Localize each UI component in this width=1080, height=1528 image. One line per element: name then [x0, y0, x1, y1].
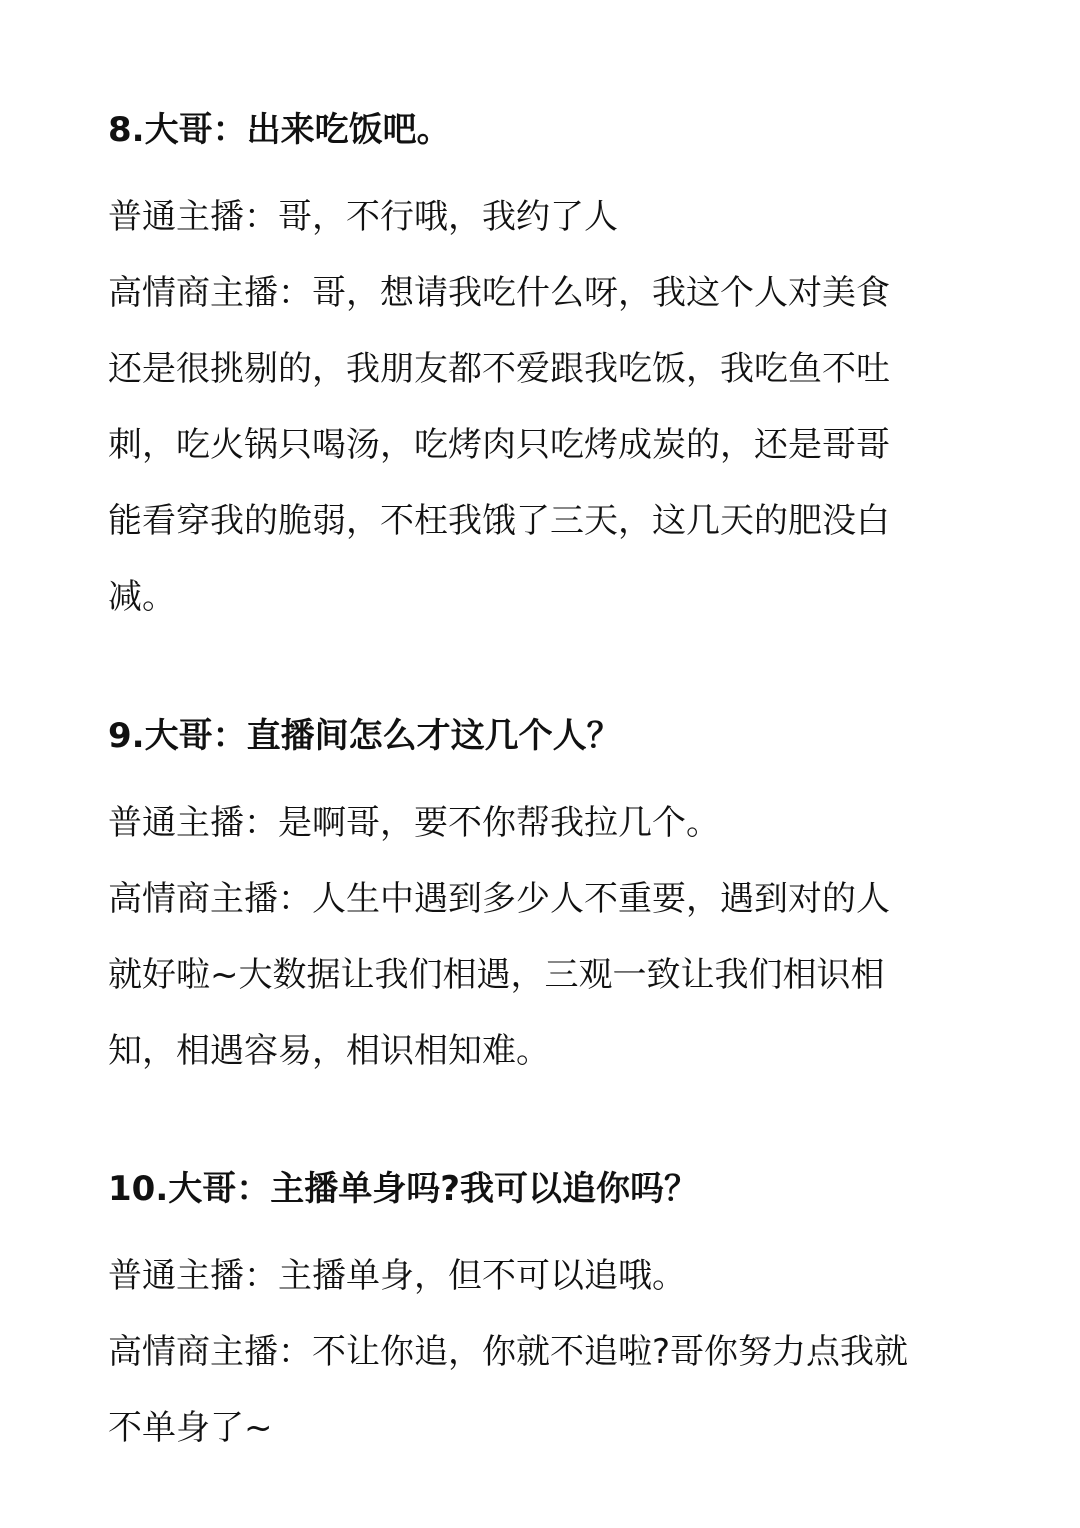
answer-line: 减。 [108, 577, 176, 617]
question-heading: 9.大哥：直播间怎么才这几个人？ [108, 716, 621, 756]
answer-line: 刺，吃火锅只喝汤，吃烤肉只吃烤成炭的，还是哥哥 [108, 425, 890, 465]
answer-line: 高情商主播：人生中遇到多少人不重要，遇到对的人 [108, 879, 890, 919]
answer-line: 能看穿我的脆弱，不枉我饿了三天，这几天的肥没白 [108, 501, 890, 541]
qa-section-9 [108, 710, 988, 1089]
qa-section-10 [108, 1163, 988, 1466]
answer-line: 高情商主播：不让你追，你就不追啦?哥你努力点我就 [108, 1332, 909, 1372]
answer-line: 普通主播：哥，不行哦，我约了人 [108, 197, 618, 237]
qa-section-8 [108, 104, 988, 635]
answer-line: 普通主播：是啊哥，要不你帮我拉几个。 [108, 803, 720, 843]
answer-line: 普通主播：主播单身，但不可以追哦。 [108, 1256, 686, 1296]
question-heading: 10.大哥：主播单身吗?我可以追你吗？ [108, 1169, 698, 1209]
answer-line: 高情商主播：哥，想请我吃什么呀，我这个人对美食 [108, 273, 890, 313]
answer-line: 还是很挑剔的，我朋友都不爱跟我吃饭，我吃鱼不吐 [108, 349, 890, 389]
answer-line: 就好啦~大数据让我们相遇，三观一致让我们相识相 [108, 955, 885, 995]
answer-line: 不单身了~ [108, 1408, 273, 1448]
question-heading: 8.大哥：出来吃饭吧。 [108, 110, 451, 150]
answer-line: 知，相遇容易，相识相知难。 [108, 1031, 550, 1071]
